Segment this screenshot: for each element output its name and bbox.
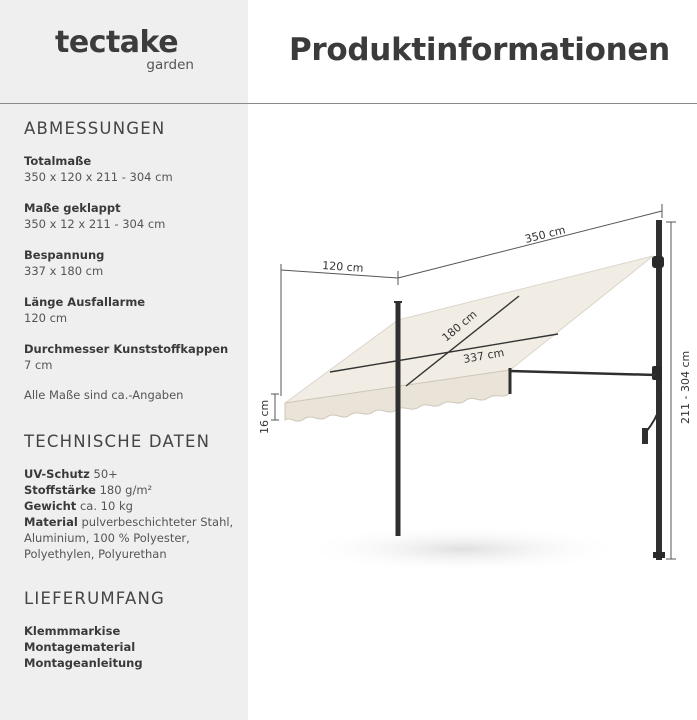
tech-value: 50+	[93, 467, 118, 481]
page-title: Produktinformationen	[289, 32, 670, 68]
spec-label: Maße geklappt	[24, 201, 121, 215]
scope-list	[24, 623, 143, 671]
spec-folded-size	[24, 200, 239, 232]
ground-shadow	[298, 525, 628, 573]
dim-height-label: 211 - 304 cm	[679, 350, 692, 424]
spec-value: 337 x 180 cm	[24, 264, 104, 278]
dimensions-note: Alle Maße sind ca.-Angaben	[24, 388, 184, 402]
pole-foot	[653, 552, 665, 558]
pole-clamp	[652, 256, 664, 268]
scope-item: Montageanleitung	[24, 656, 143, 670]
spec-value: 120 cm	[24, 311, 68, 325]
brand-logo	[55, 26, 200, 73]
pole-bracket	[652, 366, 662, 380]
support-arm	[510, 371, 656, 375]
spec-arm-length	[24, 294, 239, 326]
spec-value: 350 x 12 x 211 - 304 cm	[24, 217, 166, 231]
logo-sub: garden	[146, 57, 194, 73]
dim-fabric-width-label: 337 cm	[462, 345, 506, 366]
scope-heading: LIEFERUMFANG	[24, 589, 165, 608]
crank-handle	[642, 428, 648, 444]
scope-item: Montagematerial	[24, 640, 136, 654]
dimensions-heading: ABMESSUNGEN	[24, 119, 166, 138]
tech-label: Stoffstärke	[24, 483, 96, 497]
scope-item: Klemmmarkise	[24, 624, 121, 638]
spec-label: Totalmaße	[24, 154, 92, 168]
spec-value: 7 cm	[24, 358, 53, 372]
dim-valance-label: 16 cm	[258, 399, 271, 434]
technical-specs	[24, 466, 234, 562]
spec-label: Durchmesser Kunststoffkappen	[24, 342, 229, 356]
tech-label: UV-Schutz	[24, 467, 90, 481]
technical-heading: TECHNISCHE DATEN	[24, 432, 211, 451]
dim-arm-label: 120 cm	[321, 259, 364, 275]
dim-fabric-depth-label: 180 cm	[439, 307, 480, 345]
dim-width-label: 350 cm	[523, 223, 567, 246]
spec-total-size	[24, 153, 239, 185]
spec-label: Bespannung	[24, 248, 105, 262]
spec-fabric	[24, 247, 239, 279]
spec-label: Länge Ausfallarme	[24, 295, 146, 309]
tech-value: ca. 10 kg	[79, 499, 133, 513]
tech-value: pulverbeschichteter Stahl, Aluminium, 100 % Polyester, Polyethylen, Polyurethan	[24, 515, 234, 561]
awning-diagram	[248, 104, 697, 594]
tech-label: Material	[24, 515, 78, 529]
spec-cap-diameter	[24, 341, 239, 373]
logo-brand: tectake	[55, 25, 179, 60]
tech-value: 180 g/m²	[99, 483, 153, 497]
tech-label: Gewicht	[24, 499, 77, 513]
spec-value: 350 x 120 x 211 - 304 cm	[24, 170, 173, 184]
